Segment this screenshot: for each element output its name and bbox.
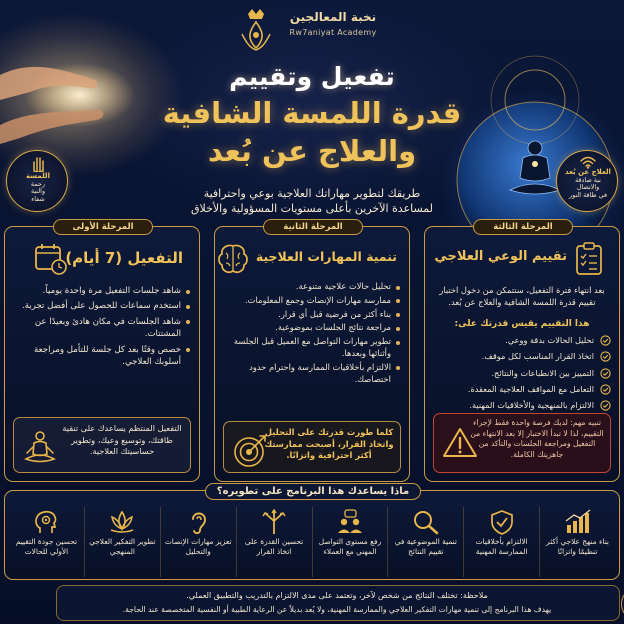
phase-2-note [223,421,401,473]
phase-2-tab[interactable]: المرحلة الثانية [263,219,363,235]
list-item: تطوير مهارات التواصل مع العميل قبل الجلسة وأثنائها وبعدها. [223,336,401,360]
check-circle-icon [600,400,611,411]
lotus-icon [108,509,136,535]
footer-note-line-1: ملاحظة: تختلف النتائج من شخص لآخر، وتعتمد على مدى الالتزام بالتدريب والتطبيق العملي. [186,591,488,600]
title-line-3: والعلاج عن بُعد [207,134,417,168]
checklist-item-label: الالتزام بالمنهجية والأخلاقيات المهنية. [469,400,594,411]
remote-healing-badge [556,150,618,212]
title-line-1: تفعيل وتقييم [229,62,395,91]
meditation-icon [20,427,60,467]
phase-1-note [13,417,191,473]
remote-badge-line: نية صادقة [575,175,601,184]
remote-badge-title: العلاج عن بُعد [565,168,611,176]
list-item: شاهد جلسات التفعيل مرة واحدة يومياً. [13,285,191,297]
brain-icon [215,241,251,277]
growth-chart-icon [564,509,592,535]
touch-badge-line: شفاء [31,194,45,203]
benefit-item [160,507,236,577]
phase-3-title: تقييم الوعي العلاجي [434,249,567,264]
checklist-item-label: التعامل مع المواقف العلاجية المعقدة. [467,383,594,394]
target-icon [230,431,270,471]
list-item: خصص وقتًا بعد كل جلسة للتأمل ومراجعة أسلوبك العلاجي. [13,344,191,369]
list-item: شاهد الجلسات في مكان هادئ وبعيدًا عن المشتتات. [13,316,191,341]
footer-note [56,585,620,621]
phase-3-checklist [433,335,611,416]
phase-1-note-text: التفعيل المنتظم يساعدك على تنقية طاقتك، وتوسيع وعيك، وتطوير حساسيتك العلاجية. [62,423,182,456]
benefit-label: تطوير التفكير العلاجي المنهجي [89,537,156,556]
phase-3-intro: بعد انتهاء فترة التفعيل، ستتمكن من دخول اختبار تقييم قدرة اللمسة الشافية والعلاج عن بُعد. [439,285,605,307]
check-circle-icon [600,384,611,395]
benefit-item [539,507,615,577]
ear-icon [184,509,212,535]
hand-icon [29,154,47,172]
touch-badge-line: والنية [30,187,46,196]
checklist-item-label: اتخاذ القرار المناسب لكل موقف. [481,351,594,362]
checklist-item-label: التمييز بين الانطباعات والنتائج. [491,367,594,378]
touch-badge-line: رحمة [30,179,46,188]
brand-logo [232,6,392,62]
subtitle-line-1: طريقك لتطوير مهاراتك العلاجية بوعي واحترافية [203,187,421,200]
benefits-heading[interactable]: ماذا يساعدك هذا البرنامج على تطويره؟ [205,483,421,500]
phase-3-warning [433,413,611,473]
direction-arrows-icon [260,509,288,535]
people-chat-icon [336,509,364,535]
benefit-label: تحسين جودة التقييم الأولي للحالات [15,537,78,556]
benefits-panel [4,486,620,580]
phase-2-title: تنمية المهارات العلاجية [255,249,397,264]
benefit-label: تحسين القدرة على اتخاذ القرار [244,537,304,556]
calendar-clock-icon [33,241,69,277]
warning-icon [440,423,480,463]
list-item: بناء أكثر من فرضية قبل أي قرار. [223,309,401,321]
subtitle [120,186,504,216]
phase-3-card [424,222,620,482]
benefit-item [84,507,160,577]
phase-1-title: التفعيل (7 أيام) [65,249,183,267]
list-item: تحليل حالات علاجية متنوعة. [223,281,401,293]
benefit-item [9,507,84,577]
head-gear-icon [32,509,60,535]
check-circle-icon [600,368,611,379]
checklist-item [433,351,611,362]
subtitle-line-2: لمساعدة الآخرين بأعلى مستويات المسؤولية والأخلاق [190,202,434,215]
checklist-item [433,335,611,346]
phase-2-bullets [223,281,401,387]
phase-1-tab[interactable]: المرحلة الأولى [53,219,153,235]
benefit-item [463,507,539,577]
check-circle-icon [600,351,611,362]
list-item: ممارسة مهارات الإنصات وجمع المعلومات. [223,295,401,307]
checklist-item-label: تحليل الحالات بدقة ووعي. [505,335,594,345]
remote-badge-line: في طاقة النور [569,190,607,199]
title-line-2: قدرة اللمسة الشافية [162,96,462,130]
benefit-label: الالتزام بأخلاقيات الممارسة المهنية [475,537,528,556]
magnifier-icon [412,509,440,535]
checklist-item [433,368,611,379]
shield-check-icon [488,509,516,535]
phase-3-warning-text: تنبيه مهم: لديك فرصة واحدة فقط لإجراء التقييم، لذا لا تبدأ الاختبار إلا بعد الانتهاء من التفعيل ومراجعة الجلسات والتأكد من جاهزيتك الكاملة. [470,418,604,459]
phase-3-tab[interactable]: المرحلة الثالثة [473,219,573,235]
check-circle-icon [600,335,611,346]
benefit-label: تعزيز مهارات الإنصات والتحليل [164,537,232,556]
list-item: الالتزام بأخلاقيات الممارسة واحترام حدود اختصاصك. [223,362,401,386]
benefit-item [236,507,312,577]
benefit-item [387,507,463,577]
wifi-icon [579,155,597,169]
phase-2-card [214,222,410,482]
touch-badge-title: اللمسة [26,172,50,180]
list-item: استخدم سماعات للحصول على أفضل تجربة. [13,300,191,312]
checklist-icon [571,241,607,277]
brand-name-arabic: نخبة المعالجين [289,10,377,24]
checklist-item [433,400,611,411]
list-item: مراجعة نتائج الجلسات بموضوعية. [223,322,401,334]
benefit-label: رفع مستوى التواصل المهني مع العملاء [318,537,382,556]
benefit-item [312,507,388,577]
brand-name-english: Rw7aniyat Academy [289,28,377,37]
phase-1-card [4,222,200,482]
phase-1-bullets [13,285,191,371]
benefit-label: تنمية الموضوعية في تقييم النتائج [394,537,457,556]
footer-note-line-2: يهدف هذا البرنامج إلى تنمية مهارات التفكير العلاجي والممارسة المهنية، ولا يُعد بديلاً عن الرعاية الطبية أو النفسية المتخصصة عند الحاجة. [122,605,552,614]
remote-badge-line: والاتصال [576,183,600,192]
benefit-label: بناء منهج علاجي أكثر تنظيمًا واتزانًا [546,537,609,556]
checklist-item [433,384,611,395]
phase-2-note-text: كلما طورت قدرتك على التحليل واتخاذ القرار، أصبحت ممارستك أكثر احترافية واتزانًا. [264,427,394,460]
phase-3-subheading: هذا التقييم يقيس قدرتك على: [454,319,590,329]
touch-badge [6,150,68,212]
